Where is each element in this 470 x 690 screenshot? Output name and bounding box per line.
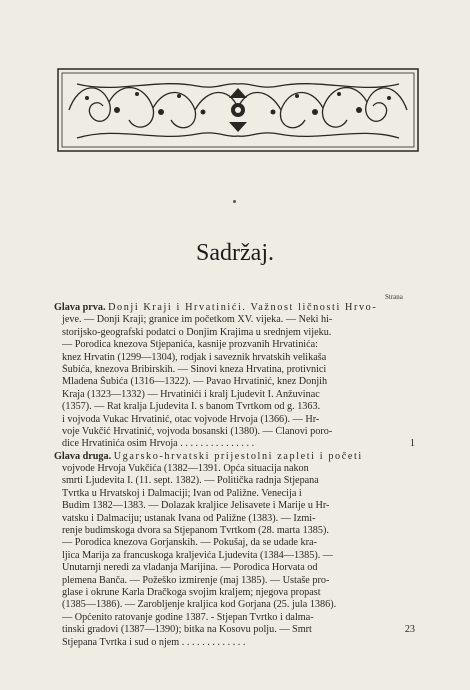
toc-line: ljica Marija za francuskoga kraljevića Ljudevita (1384—1385). — bbox=[62, 549, 333, 561]
page-mark-dot bbox=[233, 200, 236, 203]
chapter-title: Glava prva. bbox=[54, 302, 106, 313]
toc-line: — Porodica knezova Stjepanića, kasnije prozvanih Hrvatinića: bbox=[62, 339, 319, 351]
toc-line: vojvode Hrvoja Vukčića (1382—1391. Opća situacija nakon bbox=[62, 463, 309, 475]
toc-line: tinski gradovi (1387—1390); bitka na Kosovu polju. — Smrt bbox=[62, 624, 312, 636]
table-of-contents bbox=[54, 302, 384, 649]
toc-line: Kraja (1323—1332) — Hrvatinići i kralj Ljudevit I. Anžuvinac bbox=[62, 388, 320, 400]
toc-line: Stjepana Tvrtka i sud o njem . . . . . . . . . . . . . bbox=[62, 636, 246, 648]
toc-line: (1357). — Rat kralja Ljudevita I. s banom Tvrtkom od g. 1363. bbox=[62, 401, 321, 413]
toc-line: Glava druga. Ugarsko-hrvatski prijestolni zapleti i početi bbox=[54, 450, 363, 462]
chapter-page-number: 1 bbox=[409, 438, 415, 449]
toc-line: jeve. — Donji Kraji; granice im početkom XV. vijeka. — Neki hi- bbox=[62, 314, 333, 326]
chapter-title: Glava druga. bbox=[54, 450, 112, 462]
chapter-page-number: 23 bbox=[404, 624, 415, 635]
toc-line: i vojvoda Vukac Hrvatinić, otac vojvode Hrvoja (1366). — Hr- bbox=[62, 413, 320, 425]
toc-line: plemena Banča. — Požeško izmirenje (maj 1385). — Ustaše pro- bbox=[62, 574, 330, 586]
toc-line: knez Hrvatin (1299—1304), rodjak i saveznik hrvatskih velikaša bbox=[62, 351, 327, 363]
toc-line: vatsku i Dalmaciju; ustanak Ivana od Paližne (1383). — Izmi- bbox=[62, 512, 316, 524]
toc-line: Šubića, knezova Bribirskih. — Sinovi kneza Hrvatina, protivnici bbox=[62, 363, 327, 375]
toc-line: renje budimskoga dvora sa Stjepanom Tvrtkom (28. marta 1385). bbox=[62, 525, 329, 537]
toc-line: voje Vukčić Hrvatinić, vojvoda bosanski (1380). — Članovi poro- bbox=[62, 425, 333, 437]
toc-line: — Općenito ratovanje godine 1387. - Stjepan Tvrtko i dalma- bbox=[62, 611, 314, 623]
toc-line: Budim 1382—1383. — Dolazak kraljice Jelisavete i Marije u Hr- bbox=[62, 500, 330, 512]
toc-line: (1385—1386). — Zarobljenje kraljica kod Gorjana (25. jula 1386). bbox=[62, 599, 337, 611]
toc-line: dice Hrvatinića osim Hrvoja . . . . . . . . . . . . . . . bbox=[62, 438, 255, 450]
toc-line: storijsko-geografski podatci o Donjim Krajima u srednjem vijeku. bbox=[62, 326, 332, 338]
page-column-label: Strana bbox=[385, 293, 403, 301]
toc-line: glase i okrune Karla Dračkoga svojim kraljem; njegova propast bbox=[62, 586, 321, 598]
toc-line: smrti Ljudevita I. (11. sept. 1382). — Politička radnja Stjepana bbox=[62, 475, 319, 487]
toc-line: Glava prva. Donji Kraji i Hrvatinići. Važnost ličnosti Hrvo- bbox=[54, 302, 378, 313]
toc-line: — Porodica knezova Gorjanskih. — Pokušaj, da se udade kra- bbox=[62, 537, 317, 549]
decorative-header-ornament bbox=[57, 68, 419, 152]
page-title: Sadržaj. bbox=[196, 240, 274, 266]
toc-line: Unutarnji neredi za vladanja Marijina. — Porodica Horvata od bbox=[62, 562, 318, 574]
toc-line: Mladena Šubića (1316—1322). — Pavao Hrvatinić, knez Donjih bbox=[62, 376, 328, 388]
toc-line: Tvrtka u Hrvatskoj i Dalmaciji; Ivan od Paližne. Venecija i bbox=[62, 487, 302, 499]
